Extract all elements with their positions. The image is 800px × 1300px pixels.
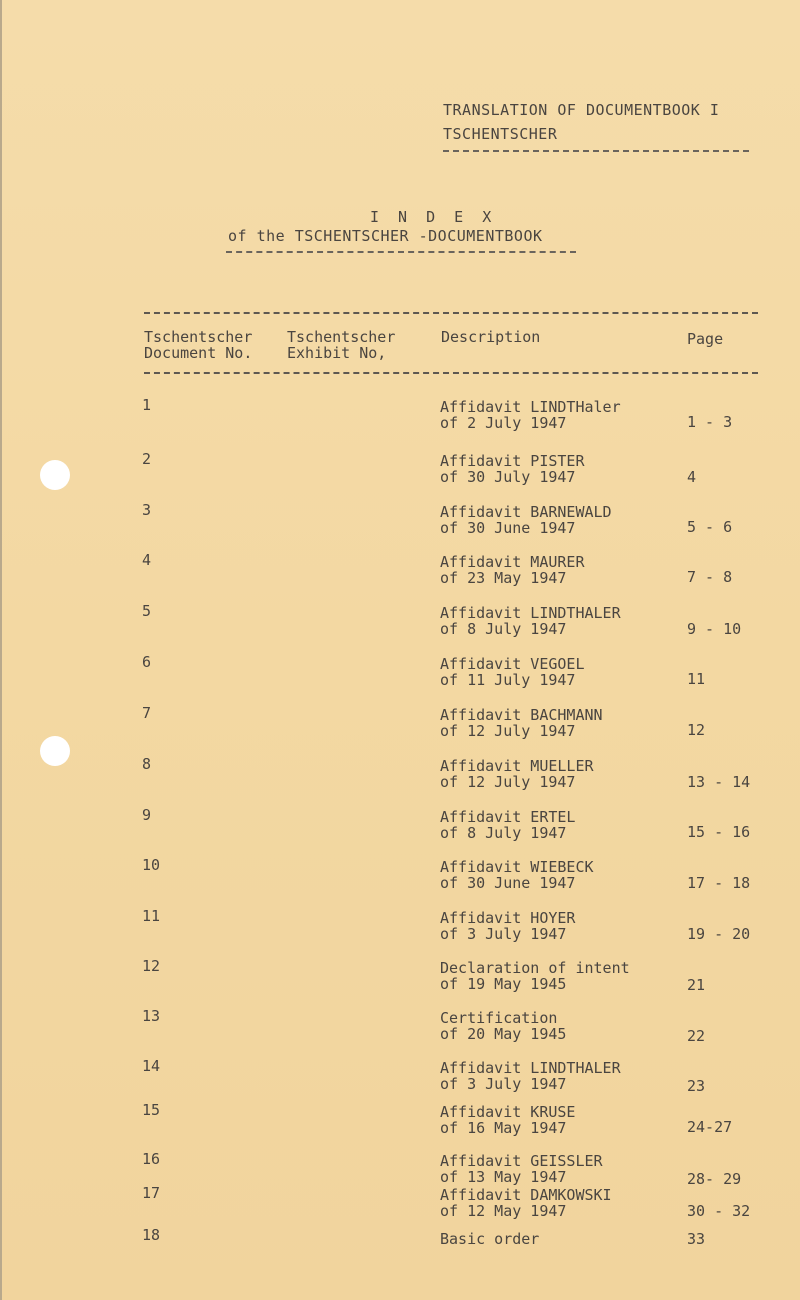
description	[440, 859, 594, 891]
page-number: 21	[687, 976, 706, 994]
document-number: 4	[142, 551, 152, 569]
description-line-1: Affidavit LINDTHaler	[440, 398, 621, 416]
description	[440, 1010, 566, 1042]
description-line-1: Affidavit LINDTHALER	[440, 1059, 621, 1077]
description	[440, 707, 603, 739]
page-number: 23	[687, 1077, 706, 1095]
description-line-2: of 12 July 1947	[440, 722, 576, 740]
description-line-2: of 12 May 1947	[440, 1202, 567, 1220]
document-number: 7	[142, 704, 152, 722]
description-line-1: Affidavit MUELLER	[440, 757, 594, 775]
description-line-1: Affidavit MAURER	[440, 553, 585, 571]
punch-hole	[40, 460, 70, 490]
description	[440, 1104, 575, 1136]
page-number: 4	[687, 468, 697, 486]
document-number: 15	[142, 1101, 161, 1119]
column-header-page: Page	[687, 330, 724, 348]
column-header-exhibit-no: Tschentscher Exhibit No,	[287, 328, 396, 362]
page-number: 9 - 10	[687, 620, 742, 638]
document-number: 8	[142, 755, 152, 773]
page-number: 12	[687, 721, 706, 739]
description-line-1: Basic order	[440, 1230, 540, 1248]
page-number: 33	[687, 1230, 706, 1248]
page-number: 13 - 14	[687, 773, 751, 791]
document-number: 3	[142, 501, 152, 519]
description-line-1: Affidavit LINDTHALER	[440, 604, 621, 622]
description-line-2: of 12 July 1947	[440, 773, 576, 791]
description	[440, 1153, 603, 1185]
description-line-2: of 19 May 1945	[440, 975, 567, 993]
document-number: 14	[142, 1057, 161, 1075]
page-number: 24-27	[687, 1118, 733, 1136]
document-number: 5	[142, 602, 152, 620]
description-line-2: of 8 July 1947	[440, 824, 567, 842]
description-line-2: of 30 June 1947	[440, 874, 576, 892]
header-line-2: TSCHENTSCHER	[443, 125, 558, 143]
description-line-1: Affidavit WIEBECK	[440, 858, 594, 876]
description-line-2: of 3 July 1947	[440, 1075, 567, 1093]
description-line-2: of 2 July 1947	[440, 414, 567, 432]
description-line-2: of 30 June 1947	[440, 519, 576, 537]
description-line-1: Affidavit BARNEWALD	[440, 503, 612, 521]
description-line-2: of 3 July 1947	[440, 925, 567, 943]
description-line-1: Affidavit PISTER	[440, 452, 585, 470]
document-number: 16	[142, 1150, 161, 1168]
description-line-2: of 13 May 1947	[440, 1168, 567, 1186]
document-number: 6	[142, 653, 152, 671]
description	[440, 554, 585, 586]
description	[440, 504, 612, 536]
page-number: 22	[687, 1027, 706, 1045]
description	[440, 1231, 539, 1247]
description-line-2: of 20 May 1945	[440, 1025, 567, 1043]
description	[440, 758, 594, 790]
document-number: 12	[142, 957, 161, 975]
description	[440, 656, 585, 688]
description	[440, 605, 621, 637]
document-number: 10	[142, 856, 161, 874]
document-number: 17	[142, 1184, 161, 1202]
description-line-1: Affidavit KRUSE	[440, 1103, 576, 1121]
description	[440, 809, 575, 841]
page-number: 19 - 20	[687, 925, 751, 943]
description-line-1: Affidavit HOYER	[440, 909, 576, 927]
document-header	[443, 98, 719, 146]
document-number: 2	[142, 450, 152, 468]
description-line-2: of 8 July 1947	[440, 620, 567, 638]
description-line-1: Affidavit GEISSLER	[440, 1152, 603, 1170]
description-line-2: of 16 May 1947	[440, 1119, 567, 1137]
document-number: 18	[142, 1226, 161, 1244]
description-line-1: Affidavit BACHMANN	[440, 706, 603, 724]
title-underline	[226, 251, 576, 253]
page-number: 15 - 16	[687, 823, 751, 841]
description-line-2: of 30 July 1947	[440, 468, 576, 486]
description-line-1: Affidavit DAMKOWSKI	[440, 1186, 612, 1204]
description	[440, 960, 630, 992]
page-number: 11	[687, 670, 706, 688]
document-number: 11	[142, 907, 161, 925]
table-header-rule	[144, 372, 758, 374]
index-title: I N D E X	[370, 208, 497, 226]
punch-hole	[40, 736, 70, 766]
column-header-document-no: Tschentscher Document No.	[144, 328, 253, 362]
page-number: 7 - 8	[687, 568, 733, 586]
description	[440, 1060, 621, 1092]
description-line-1: Affidavit ERTEL	[440, 808, 576, 826]
document-number: 9	[142, 806, 152, 824]
document-number: 13	[142, 1007, 161, 1025]
table-top-rule	[144, 312, 758, 314]
description-line-1: Declaration of intent	[440, 959, 630, 977]
description	[440, 910, 575, 942]
page-number: 17 - 18	[687, 874, 751, 892]
page-number: 5 - 6	[687, 518, 733, 536]
header-line-1: TRANSLATION OF DOCUMENTBOOK I	[443, 101, 720, 119]
page-number: 30 - 32	[687, 1202, 751, 1220]
description-line-2: of 23 May 1947	[440, 569, 567, 587]
description-line-2: of 11 July 1947	[440, 671, 576, 689]
page-number: 28- 29	[687, 1170, 742, 1188]
header-underline	[443, 150, 749, 152]
document-number: 1	[142, 396, 152, 414]
description	[440, 399, 621, 431]
description	[440, 1187, 612, 1219]
page-number: 1 - 3	[687, 413, 733, 431]
description-line-1: Certification	[440, 1009, 558, 1027]
description	[440, 453, 585, 485]
index-subtitle: of the TSCHENTSCHER -DOCUMENTBOOK	[228, 227, 543, 245]
column-header-description: Description	[441, 328, 541, 346]
description-line-1: Affidavit VEGOEL	[440, 655, 585, 673]
